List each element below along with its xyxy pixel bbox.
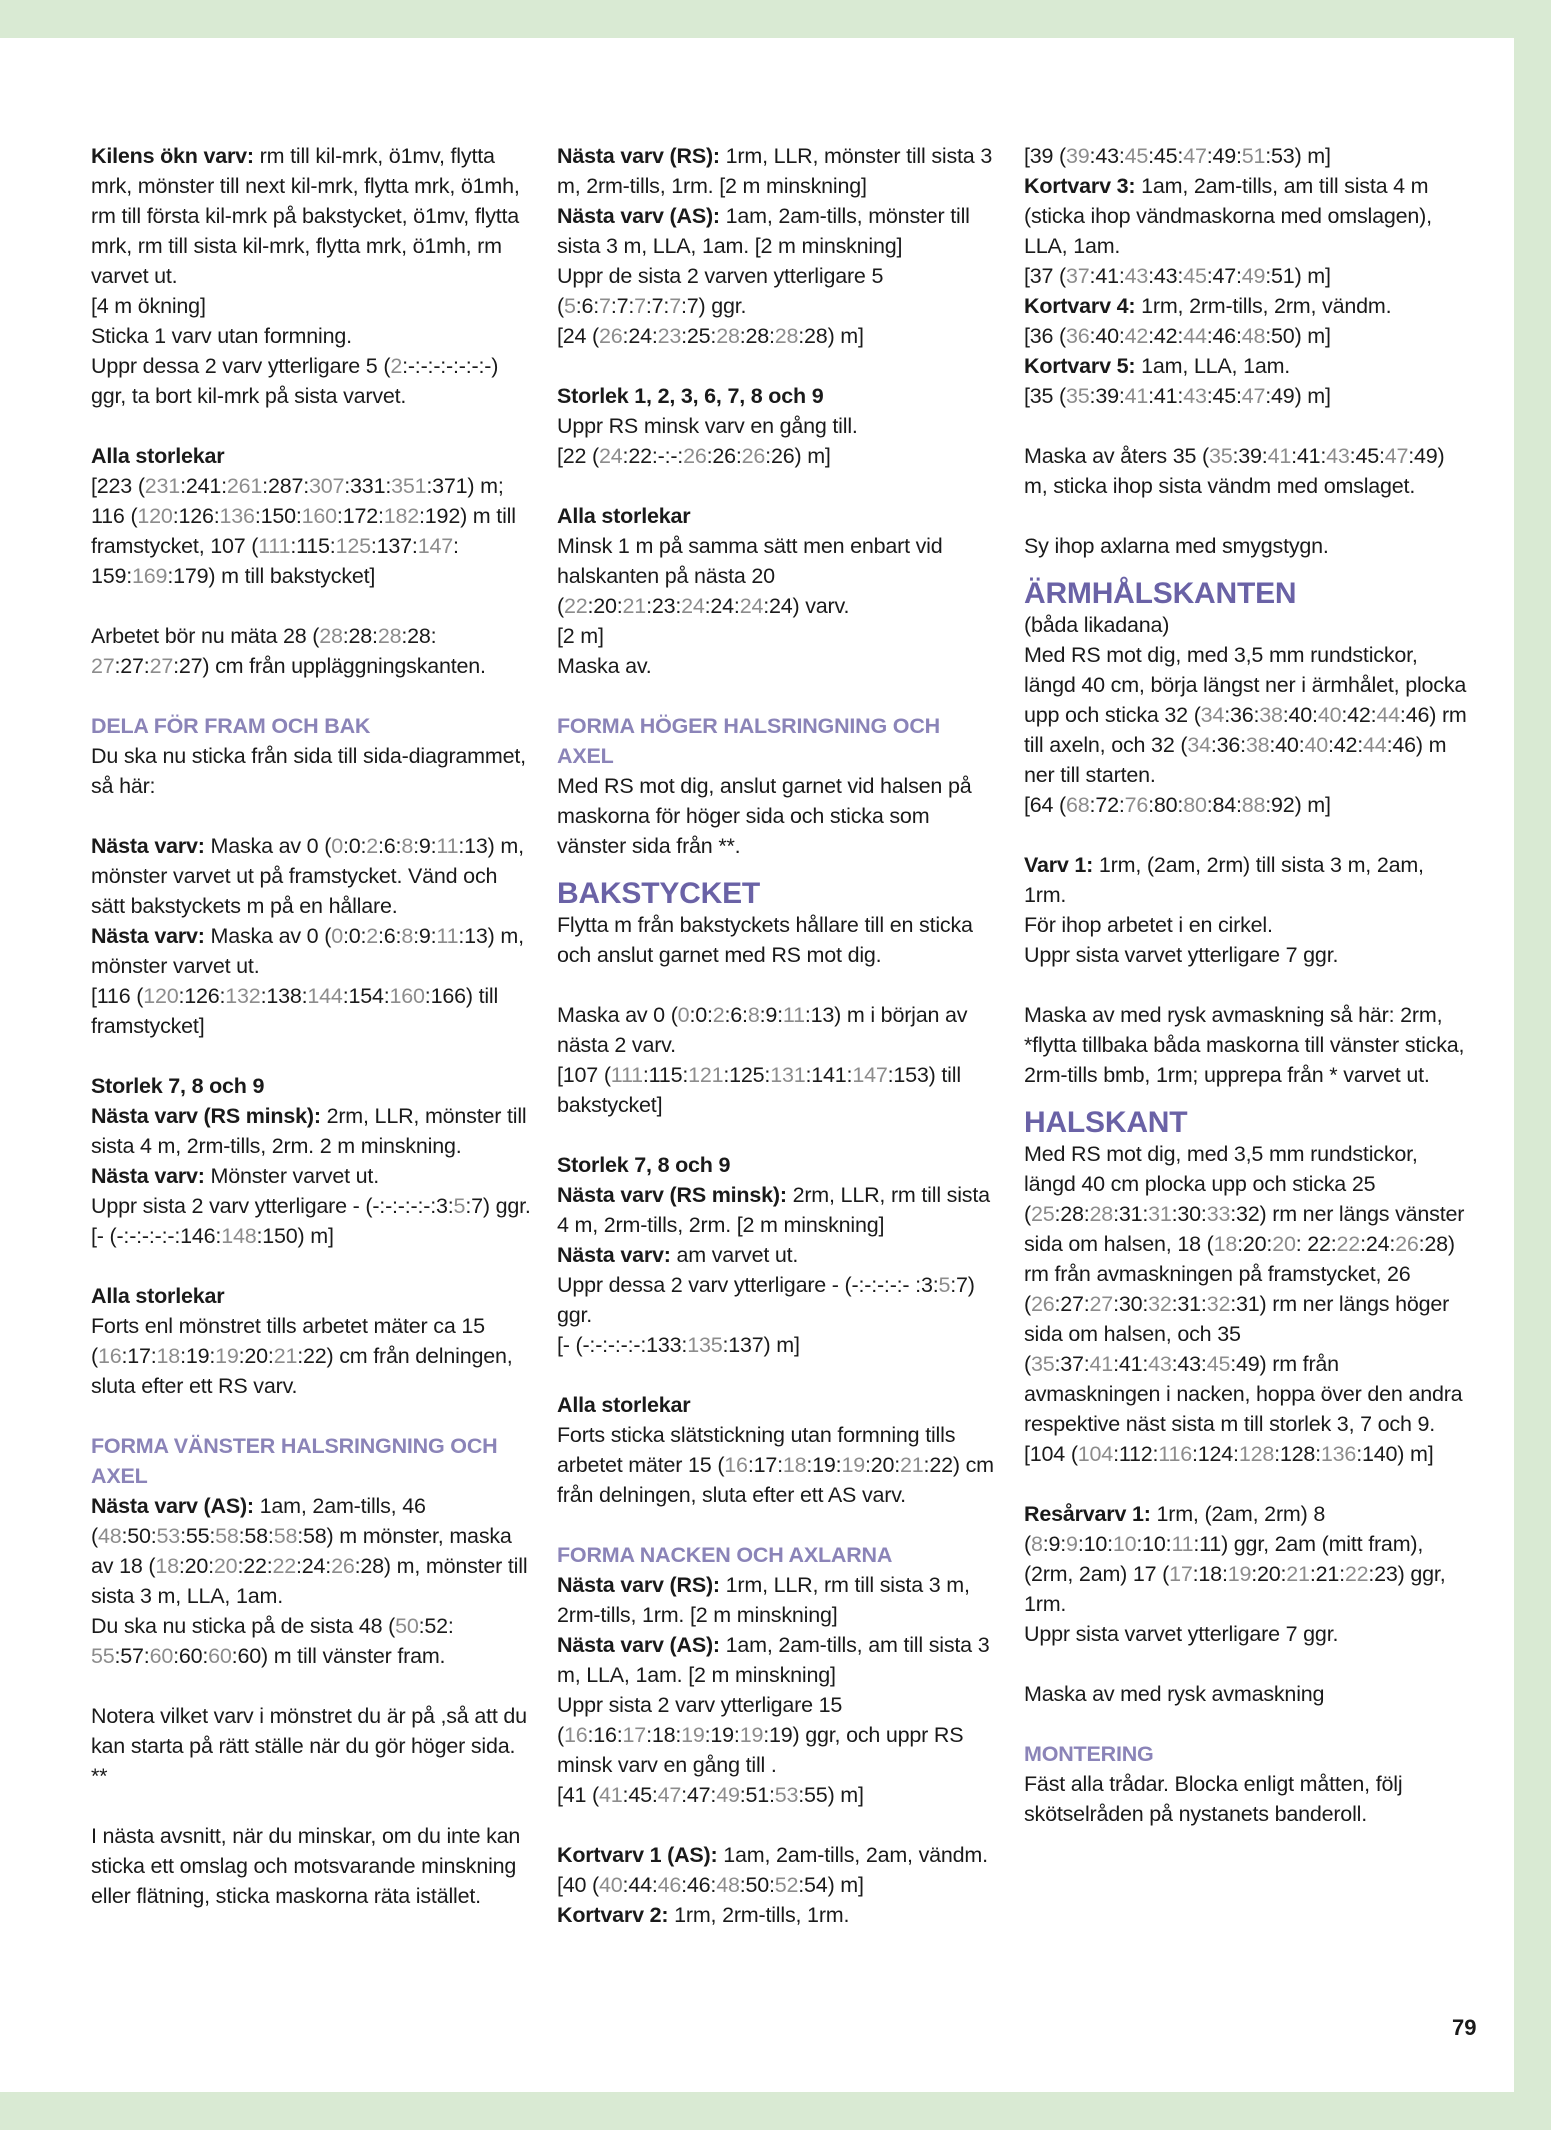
- paragraph: Nästa varv (RS minsk): 2rm, LLR, rm till sista 4 m, 2rm-tills, 2rm. [2 m minskning]: [557, 1183, 990, 1237]
- paragraph: Uppr RS minsk varv en gång till.: [557, 414, 858, 438]
- paragraph: Forts enl mönstret tills arbetet mäter ca 15 (16:17:18:19:19:20:21:22) cm från delningen, sluta efter ett RS varv.: [91, 1314, 513, 1398]
- stitch-count: [64 (68:72:76:80:80:84:88:92) m]: [1024, 793, 1331, 817]
- stitch-count: [- (-:-:-:-:-:146:148:150) m]: [91, 1224, 334, 1248]
- page: [0, 38, 1514, 2092]
- section-label: Alla storlekar: [557, 504, 691, 528]
- paragraph: Du ska nu sticka från sida till sida-diagrammet, så här:: [91, 744, 526, 798]
- paragraph: Varv 1: 1rm, (2am, 2rm) till sista 3 m, 2am, 1rm.: [1024, 853, 1424, 907]
- section-label: Storlek 7, 8 och 9: [557, 1153, 731, 1177]
- paragraph: (båda likadana): [1024, 613, 1170, 637]
- section-heading: ÄRMHÅLSKANTEN: [1024, 577, 1297, 610]
- subheading: FORMA NACKEN OCH AXLARNA: [557, 1543, 893, 1567]
- paragraph: Med RS mot dig, med 3,5 mm rundstickor, längd 40 cm plocka upp och sticka 25 (25:28:28:31:31:30:33:32) rm ner längs vänster sida om halsen, 18 (18:20:20: 22:22:24:26:28) rm från avmaskningen på framstycket, 26 (26:27:27:30:32:31:32:31) rm ner längs höger sida om halsen, och 35 (35:37:41:41:43:43:45:49) rm från avmaskningen i nacken, hoppa över den andra respektive näst sista m till storlek 3, 7 och 9.: [1024, 1142, 1465, 1436]
- stitch-count: [36 (36:40:42:42:44:46:48:50) m]: [1024, 324, 1331, 348]
- paragraph: Maska av åters 35 (35:39:41:41:43:45:47:49) m, sticka ihop sista vändm med omslaget.: [1024, 444, 1445, 498]
- paragraph: Kortvarv 2: 1rm, 2rm-tills, 1rm.: [557, 1903, 850, 1927]
- stitch-count: [35 (35:39:41:41:43:45:47:49) m]: [1024, 384, 1331, 408]
- paragraph: Nästa varv: Maska av 0 (0:0:2:6:8:9:11:13) m, mönster varvet ut.: [91, 924, 524, 978]
- step-label: Kilens ökn varv:: [91, 144, 254, 168]
- paragraph: Nästa varv (RS): 1rm, LLR, mönster till sista 3 m, 2rm-tills, 1rm. [2 m minskning]: [557, 144, 993, 198]
- stitch-count: [4 m ökning]: [91, 294, 206, 318]
- subheading: MONTERING: [1024, 1742, 1154, 1766]
- paragraph: Uppr sista varvet ytterligare 7 ggr.: [1024, 943, 1339, 967]
- paragraph: Maska av med rysk avmaskning: [1024, 1682, 1325, 1706]
- paragraph: Kortvarv 5: 1am, LLA, 1am.: [1024, 354, 1291, 378]
- paragraph: Maska av.: [557, 654, 652, 678]
- column-3: [1024, 141, 1469, 1829]
- paragraph: [91, 141, 531, 291]
- section-heading: HALSKANT: [1024, 1106, 1188, 1139]
- stitch-count: [- (-:-:-:-:-:133:135:137) m]: [557, 1333, 800, 1357]
- stitch-count: [24 (26:24:23:25:28:28:28:28) m]: [557, 324, 864, 348]
- section-heading: BAKSTYCKET: [557, 877, 761, 910]
- paragraph: Nästa varv: Mönster varvet ut.: [91, 1164, 379, 1188]
- subheading: DELA FÖR FRAM OCH BAK: [91, 714, 371, 738]
- paragraph: För ihop arbetet i en cirkel.: [1024, 913, 1273, 937]
- paragraph: Nästa varv: am varvet ut.: [557, 1243, 799, 1267]
- paragraph: Nästa varv (AS): 1am, 2am-tills, mönster till sista 3 m, LLA, 1am. [2 m minskning]: [557, 204, 970, 258]
- subheading: FORMA HÖGER HALSRINGNING OCH AXEL: [557, 714, 940, 768]
- paragraph: Sticka 1 varv utan formning.: [91, 324, 352, 348]
- paragraph: Uppr dessa 2 varv ytterligare 5 (2:-:-:-:-:-:-:-) ggr, ta bort kil-mrk på sista varvet.: [91, 354, 499, 408]
- section-label: Storlek 1, 2, 3, 6, 7, 8 och 9: [557, 384, 824, 408]
- paragraph: Kortvarv 1 (AS): 1am, 2am-tills, 2am, vändm.: [557, 1843, 988, 1867]
- paragraph: Fäst alla trådar. Blocka enligt måtten, följ skötselråden på nystanets banderoll.: [1024, 1772, 1403, 1826]
- paragraph: Forts sticka slätstickning utan formning tills arbetet mäter 15 (16:17:18:19:19:20:21:22) cm från delningen, sluta efter ett AS varv.: [557, 1423, 994, 1507]
- stitch-count: [223 (231:241:261:287:307:331:351:371) m; 116 (120:126:136:150:160:172:182:192) m till framstycket, 107 (111:115:125:137:147: 159:169:179) m till bakstycket]: [91, 474, 516, 588]
- paragraph: Nästa varv (AS): 1am, 2am-tills, am till sista 3 m, LLA, 1am. [2 m minskning]: [557, 1633, 990, 1687]
- paragraph: Med RS mot dig, med 3,5 mm rundstickor, längd 40 cm, börja längst ner i ärmhålet, plocka upp och sticka 32 (34:36:38:40:40:42:44:46) rm till axeln, och 32 (34:36:38:40:40:42:44:46) m ner till starten.: [1024, 643, 1467, 787]
- stitch-count: [2 m]: [557, 624, 604, 648]
- paragraph: Nästa varv (RS minsk): 2rm, LLR, mönster till sista 4 m, 2rm-tills, 2rm. 2 m minskning.: [91, 1104, 527, 1158]
- paragraph: Du ska nu sticka på de sista 48 (50:52: 55:57:60:60:60:60) m till vänster fram.: [91, 1614, 454, 1668]
- paragraph: Uppr dessa 2 varv ytterligare - (-:-:-:-:- :3:5:7) ggr.: [557, 1273, 975, 1327]
- paragraph: Minsk 1 m på samma sätt men enbart vid halskanten på nästa 20 (22:20:21:23:24:24:24:24) varv.: [557, 534, 943, 618]
- paragraph: Arbetet bör nu mäta 28 (28:28:28:28: 27:27:27:27) cm från uppläggningskanten.: [91, 624, 486, 678]
- paragraph: Uppr sista varvet ytterligare 7 ggr.: [1024, 1622, 1339, 1646]
- section-label: Alla storlekar: [91, 1284, 225, 1308]
- column-1: [91, 141, 531, 1911]
- paragraph: Kortvarv 4: 1rm, 2rm-tills, 2rm, vändm.: [1024, 294, 1392, 318]
- paragraph: Uppr de sista 2 varven ytterligare 5 (5:6:7:7:7:7:7:7) ggr.: [557, 264, 884, 318]
- paragraph: Med RS mot dig, anslut garnet vid halsen på maskorna för höger sida och sticka som vänster sida från **.: [557, 774, 972, 858]
- paragraph: Flytta m från bakstyckets hållare till en sticka och anslut garnet med RS mot dig.: [557, 913, 973, 967]
- paragraph: Nästa varv (RS): 1rm, LLR, rm till sista 3 m, 2rm-tills, 1rm. [2 m minskning]: [557, 1573, 970, 1627]
- stitch-count: [41 (41:45:47:47:49:51:53:55) m]: [557, 1783, 864, 1807]
- stitch-count: [107 (111:115:121:125:131:141:147:153) till bakstycket]: [557, 1063, 961, 1117]
- stitch-count: [22 (24:22:-:-:26:26:26:26) m]: [557, 444, 831, 468]
- section-label: Alla storlekar: [557, 1393, 691, 1417]
- paragraph: Sy ihop axlarna med smygstygn.: [1024, 534, 1329, 558]
- stitch-count: [37 (37:41:43:43:45:47:49:51) m]: [1024, 264, 1331, 288]
- section-label: Alla storlekar: [91, 444, 225, 468]
- paragraph: Nästa varv (AS): 1am, 2am-tills, 46 (48:50:53:55:58:58:58:58) m mönster, maska av 18 (18:20:20:22:22:24:26:28) m, mönster till sista 3 m, LLA, 1am.: [91, 1494, 528, 1608]
- paragraph: Uppr sista 2 varv ytterligare 15 (16:16:17:18:19:19:19:19) ggr, och uppr RS minsk varv en gång till .: [557, 1693, 964, 1777]
- stitch-count: [39 (39:43:45:45:47:49:51:53) m]: [1024, 144, 1331, 168]
- paragraph: Resårvarv 1: 1rm, (2am, 2rm) 8 (8:9:9:10:10:10:11:11) ggr, 2am (mitt fram), (2rm, 2am) 17 (17:18:19:20:21:21:22:23) ggr, 1rm.: [1024, 1502, 1446, 1616]
- column-2: [557, 141, 997, 1930]
- stitch-count: [116 (120:126:132:138:144:154:160:166) till framstycket]: [91, 984, 499, 1038]
- paragraph: Uppr sista 2 varv ytterligare - (-:-:-:-:-:3:5:7) ggr.: [91, 1194, 531, 1218]
- paragraph: I nästa avsnitt, när du minskar, om du inte kan sticka ett omslag och motsvarande minskning eller flätning, sticka maskorna räta istället.: [91, 1824, 521, 1908]
- stitch-count: [40 (40:44:46:46:48:50:52:54) m]: [557, 1873, 864, 1897]
- section-label: Storlek 7, 8 och 9: [91, 1074, 265, 1098]
- paragraph: Maska av med rysk avmaskning så här: 2rm, *flytta tillbaka båda maskorna till vänster sticka, 2rm-tills bmb, 1rm; upprepa från * varvet ut.: [1024, 1003, 1465, 1087]
- paragraph: Kortvarv 3: 1am, 2am-tills, am till sista 4 m (sticka ihop vändmaskorna med omslagen), LLA, 1am.: [1024, 174, 1432, 258]
- subheading: FORMA VÄNSTER HALSRINGNING OCH AXEL: [91, 1434, 498, 1488]
- step-text: rm till kil-mrk, ö1mv, flytta mrk, mönster till next kil-mrk, flytta mrk, ö1mh, rm till första kil-mrk på bakstycket, ö1mv, flytta mrk, rm till sista kil-mrk, flytta mrk, ö1mh, rm varvet ut.: [91, 144, 520, 288]
- stitch-count: [104 (104:112:116:124:128:128:136:140) m]: [1024, 1442, 1434, 1466]
- paragraph: Nästa varv: Maska av 0 (0:0:2:6:8:9:11:13) m, mönster varvet ut på framstycket. Vänd och sätt bakstyckets m på en hållare.: [91, 834, 524, 918]
- page-number: 79: [1452, 2015, 1477, 2040]
- paragraph: Maska av 0 (0:0:2:6:8:9:11:13) m i början av nästa 2 varv.: [557, 1003, 968, 1057]
- paragraph: Notera vilket varv i mönstret du är på ,så att du kan starta på rätt ställe när du gör höger sida. **: [91, 1704, 527, 1788]
